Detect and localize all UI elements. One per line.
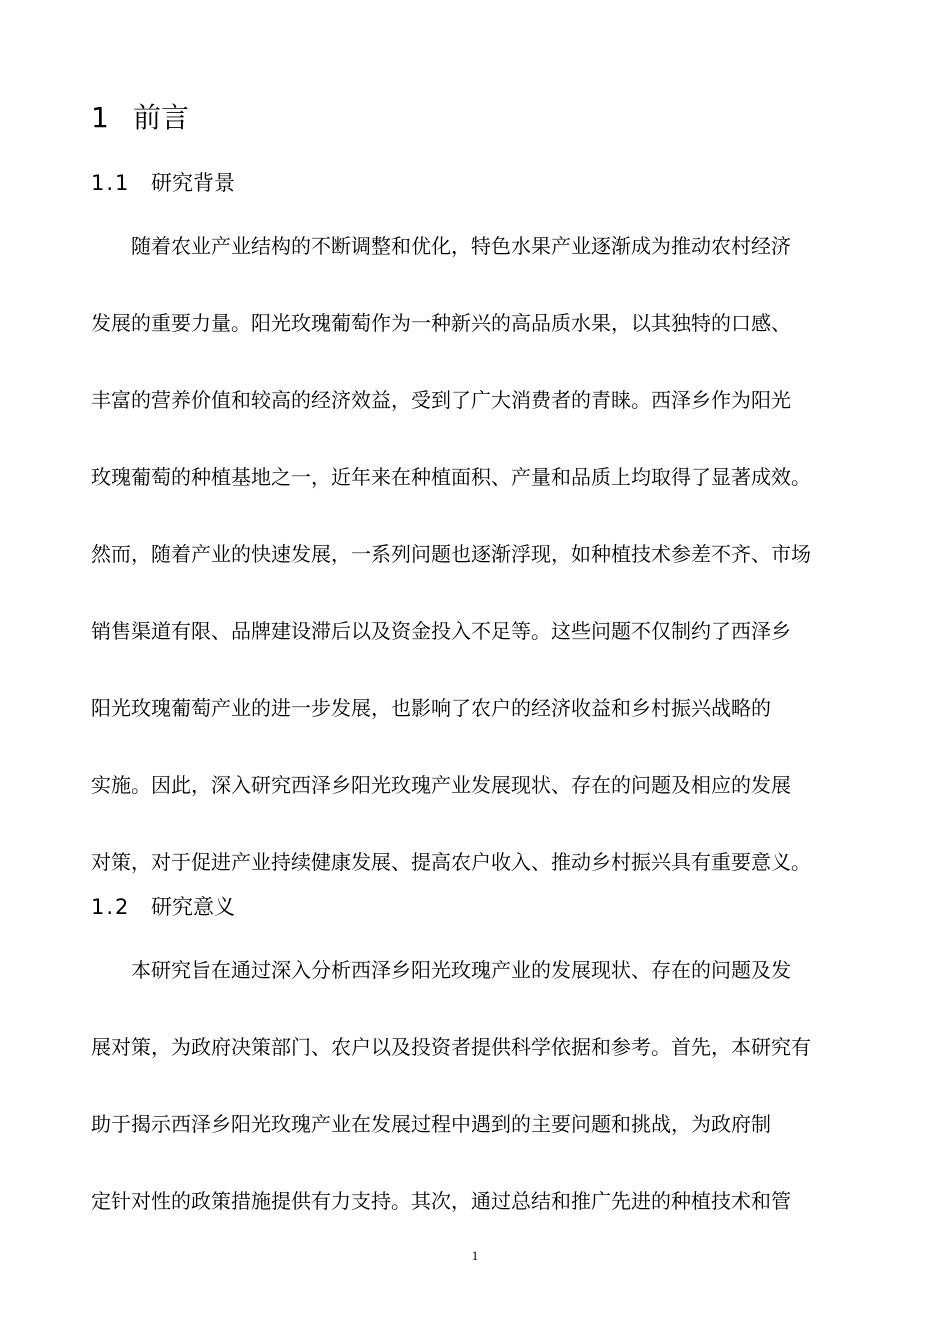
paragraph-line: 销售渠道有限、品牌建设滞后以及资金投入不足等。这些问题不仅制约了西泽乡 [91, 619, 791, 643]
paragraph-line: 随着农业产业结构的不断调整和优化，特色水果产业逐渐成为推动农村经济 [131, 234, 791, 258]
section-heading-1-2 [91, 892, 235, 922]
paragraph-line: 展对策，为政府决策部门、农户以及投资者提供科学依据和参考。首先，本研究有 [91, 1035, 811, 1059]
chapter-title: 前言 [133, 101, 190, 134]
paragraph-line: 发展的重要力量。阳光玫瑰葡萄作为一种新兴的高品质水果，以其独特的口感、 [91, 311, 791, 335]
paragraph-line: 丰富的营养价值和较高的经济效益，受到了广大消费者的青睐。西泽乡作为阳光 [91, 388, 791, 412]
paragraph-line: 助于揭示西泽乡阳光玫瑰产业在发展过程中遇到的主要问题和挑战，为政府制 [91, 1112, 771, 1136]
section-number: 1.2 [91, 895, 131, 919]
paragraph-line: 对策，对于促进产业持续健康发展、提高农户收入、推动乡村振兴具有重要意义。 [91, 850, 811, 874]
paragraph-line: 本研究旨在通过深入分析西泽乡阳光玫瑰产业的发展现状、存在的问题及发 [131, 958, 791, 982]
chapter-number: 1 [91, 101, 109, 134]
page-number: 1 [471, 1248, 479, 1263]
section-number: 1.1 [91, 171, 131, 195]
section-title: 研究意义 [151, 895, 235, 919]
paragraph-line: 阳光玫瑰葡萄产业的进一步发展，也影响了农户的经济收益和乡村振兴战略的 [91, 696, 771, 720]
paragraph-line: 定针对性的政策措施提供有力支持。其次，通过总结和推广先进的种植技术和管 [91, 1189, 791, 1213]
chapter-heading [91, 98, 189, 138]
section-heading-1-1 [91, 168, 235, 198]
paragraph-line: 实施。因此，深入研究西泽乡阳光玫瑰产业发展现状、存在的问题及相应的发展 [91, 773, 791, 797]
paragraph-line: 玫瑰葡萄的种植基地之一，近年来在种植面积、产量和品质上均取得了显著成效。 [91, 465, 811, 489]
paragraph-line: 然而，随着产业的快速发展，一系列问题也逐渐浮现，如种植技术参差不齐、市场 [91, 542, 811, 566]
section-title: 研究背景 [151, 171, 235, 195]
